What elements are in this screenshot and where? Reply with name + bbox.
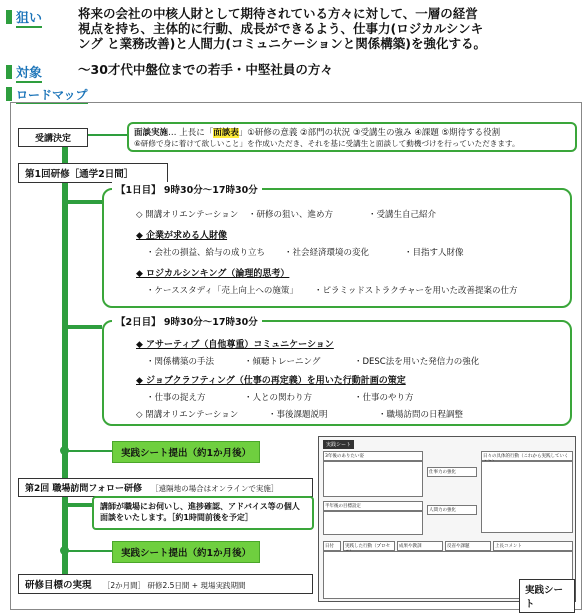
teishutsu-1: 実践シート提出（約1か月後） xyxy=(112,441,260,463)
item: ・会社の損益、給与の成り立ち xyxy=(146,248,266,258)
item: ・研修の狙い、進め方 xyxy=(248,210,334,220)
sheet-header-1: 3年後のありたい姿 xyxy=(323,451,423,461)
kenshu2-note: ［遠隔地の場合はオンラインで実施］ xyxy=(151,484,279,493)
kenshu2-desc xyxy=(92,496,314,530)
sheet-col-5: 上長コメント xyxy=(493,541,573,551)
nerai-text xyxy=(78,6,583,51)
stage-kenshu-1: 第1回研修［通学2日間］ xyxy=(18,163,168,183)
mendan-text-1a: … 上長に「 xyxy=(168,128,214,138)
item: ・ケーススタディ「売上向上への施策」 xyxy=(146,286,298,296)
kenshu2-desc-2: 面談をいたします。［約1時間前後を予定］ xyxy=(100,513,253,522)
sheet-col-1: 日付 xyxy=(323,541,341,551)
day1-row-4: ◆ ロジカルシンキング（論理的思考） xyxy=(136,269,290,279)
taisho-text: ～30才代中盤位までの若手・中堅社員の方々 xyxy=(78,62,333,77)
day1-row-5 xyxy=(146,284,518,296)
goal-note: ［2か月間］ 研修2.5日間 + 現場実践期間 xyxy=(102,581,246,590)
nerai-line-1: 将来の会社の中核人財として期待されている方々に対して、一層の経営 xyxy=(78,6,478,21)
item: ・事後課題説明 xyxy=(268,410,328,420)
day1-row-1 xyxy=(136,208,436,220)
sheet-col-3: 成果や教訓 xyxy=(397,541,443,551)
sheet-title: 実践シート xyxy=(323,440,354,449)
mendan-highlight: 面談表 xyxy=(213,128,239,138)
sheet-cell xyxy=(323,461,423,497)
stage-goal xyxy=(18,574,313,594)
item: ・ピラミッドストラクチャーを用いた改善提案の仕方 xyxy=(314,286,518,296)
item: ・人との関わり方 xyxy=(244,393,313,403)
connector xyxy=(88,134,128,136)
sheet-col-4: 反省や課題 xyxy=(445,541,491,551)
item: ・目指す人財像 xyxy=(404,248,464,258)
sheet-caption: 実践シート xyxy=(519,579,575,613)
item: ・傾聴トレーニング xyxy=(244,357,321,367)
sheet-header-4: 半年後の目標設定 xyxy=(323,501,423,511)
nerai-line-2: 視点を持ち、主体的に行動、成長ができるよう、仕事力(ロジカルシンキ xyxy=(78,21,484,36)
sheet-header-3: 仕事力の強化 xyxy=(427,467,477,477)
item: ・受講生自己紹介 xyxy=(368,210,437,220)
sheet-header-2: 日々の具体的行動（これから実践していく xyxy=(481,451,573,461)
item: ◇ 閉講オリエンテーション xyxy=(136,410,239,420)
sheet-header-5: 人間力の強化 xyxy=(427,505,477,515)
mendan-box xyxy=(127,122,577,152)
taisho-label: 対象 xyxy=(16,66,43,81)
section-marker xyxy=(6,87,12,101)
section-marker xyxy=(6,65,12,79)
sheet-cell xyxy=(481,461,573,533)
taisho-heading xyxy=(6,62,42,81)
nerai-label: 狙い xyxy=(16,11,43,26)
day1-tag: 【1日目】 9時30分～17時30分 xyxy=(112,182,262,196)
roadmap-heading xyxy=(6,84,88,103)
day1-row-3 xyxy=(146,246,464,258)
item: ・仕事の捉え方 xyxy=(146,393,206,403)
mendan-text-1b: 」①研修の意義 ②部門の状況 ③受講生の強み ④課題 ⑤期待する役割 xyxy=(238,128,501,138)
connector xyxy=(68,450,112,452)
stage-jukou: 受講決定 xyxy=(18,128,88,147)
day2-row-1: ◆ アサーティブ（自他尊重）コミュニケーション xyxy=(136,340,334,350)
item: ・DESC法を用いた発信力の強化 xyxy=(354,357,480,367)
item: ・職場訪問の日程調整 xyxy=(378,410,464,420)
teishutsu-2: 実践シート提出（約1か月後） xyxy=(112,541,260,563)
kenshu2-desc-1: 講師が職場にお伺いし、進捗確認、アドバイス等の個人 xyxy=(100,502,300,511)
day2-row-2 xyxy=(146,355,479,367)
kenshu2-title: 第2回 職場訪問フォロー研修 xyxy=(25,484,142,494)
mendan-text-2: ⑥研修で身に着けて欲しいこと」を作成いただき、それを基に受講生と面談して動機づけを行っていただきます。 xyxy=(134,139,520,148)
stage-kenshu-2 xyxy=(18,478,313,497)
connector xyxy=(68,550,112,552)
day2-row-3: ◆ ジョブクラフティング（仕事の再定義）を用いた行動計画の策定 xyxy=(136,376,406,386)
item: ◇ 開講オリエンテーション xyxy=(136,210,239,220)
roadmap-label: ロードマップ xyxy=(16,88,88,102)
goal-title: 研修目標の実現 xyxy=(25,580,92,591)
day1-row-2: ◆ 企業が求める人財像 xyxy=(136,231,228,241)
day2-tag: 【2日目】 9時30分～17時30分 xyxy=(112,314,262,328)
connector xyxy=(62,325,102,329)
day2-row-5 xyxy=(136,408,463,420)
item: ・社会経済環境の変化 xyxy=(284,248,370,258)
item: ・仕事のやり方 xyxy=(354,393,414,403)
item: ・関係構築の手法 xyxy=(146,357,215,367)
day2-row-4 xyxy=(146,391,414,403)
jissen-sheet-thumbnail xyxy=(318,436,576,610)
sheet-col-2: 実践した行動（プロセ xyxy=(343,541,395,551)
connector xyxy=(62,503,92,507)
mendan-lead: 面談実施 xyxy=(134,128,169,138)
nerai-heading xyxy=(6,7,42,26)
connector xyxy=(62,200,102,204)
nerai-line-3: ング と業務改善)と人間力(コミュニケーションと関係構築)を強化する。 xyxy=(78,36,486,51)
sheet-cell xyxy=(323,511,423,535)
section-marker xyxy=(6,10,12,24)
